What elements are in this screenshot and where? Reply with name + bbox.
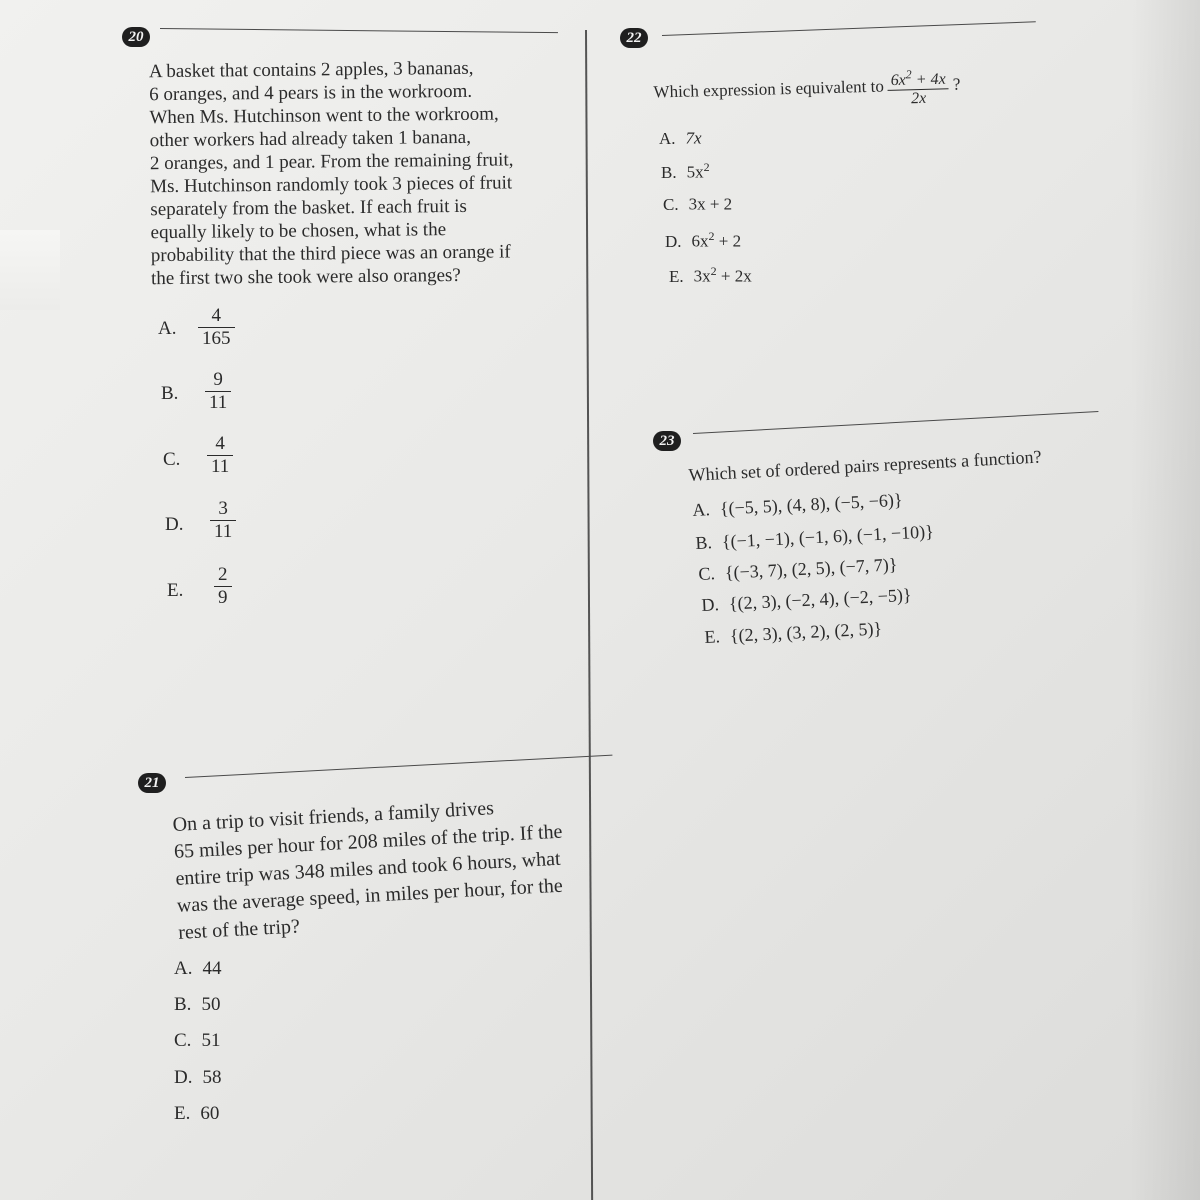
q20-option-e-fraction[interactable] <box>214 564 232 609</box>
q21-option-a[interactable] <box>174 958 221 980</box>
q20-option-a-denominator: 165 <box>202 328 231 349</box>
q20-option-e-denominator: 9 <box>218 587 228 608</box>
q23-option-c[interactable] <box>698 554 898 585</box>
q21-option-e[interactable] <box>174 1103 219 1125</box>
question-22-rule <box>662 21 1036 36</box>
q22-option-b[interactable]: B. $5x^2$ <box>661 160 710 182</box>
q20-option-a-letter: A. <box>158 318 177 339</box>
question-23-badge: 23 <box>653 431 681 451</box>
q21-option-c[interactable] <box>174 1030 220 1052</box>
question-20-stem: A basket that contains 2 apples, 3 bananas, 6 oranges, and 4 pears is in the workroom. When Ms. Hutchinson went to the workroom, other workers had already taken 1 banana, 2 oranges, and 1 pear. From the remaining fruit, Ms. Hutchinson randomly took 3 pieces of fruit separately from the basket. If each fruit is equally likely to be chosen, what is the probability that the third piece was an orange if the first two she took were also oranges? <box>148 57 514 290</box>
q23-option-e[interactable] <box>704 618 883 648</box>
q21-option-a-value: 44 <box>202 958 222 979</box>
q21-option-b[interactable] <box>174 994 220 1016</box>
q23-option-b-set: {(−1, −1), (−1, 6), (−1, −10)} <box>721 521 935 552</box>
q22-option-a-value: 7x <box>685 128 702 148</box>
question-21-stem: On a trip to visit friends, a family drives 65 miles per hour for 208 miles of the trip. If the entire trip was 348 miles and took 6 hours, what was the average speed, in miles per hour, for the rest of the trip? <box>172 797 564 944</box>
question-20-badge: 20 <box>122 27 150 47</box>
question-23-stem: Which set of ordered pairs represents a function? <box>688 446 1042 485</box>
q22-option-d-letter: D. <box>665 231 682 251</box>
q20-option-b-numerator: 9 <box>213 369 223 390</box>
q20-option-b-letter: B. <box>161 383 179 404</box>
q23-option-a-letter: A. <box>692 499 711 520</box>
q20-option-c-letter: C. <box>163 449 181 470</box>
q21-option-d[interactable] <box>174 1067 221 1089</box>
q20-option-d-letter: D. <box>165 514 184 535</box>
question-22-expression <box>887 64 949 109</box>
q22-option-b-letter: B. <box>661 162 677 182</box>
q22-option-d-value: 6x <box>691 231 709 251</box>
column-divider <box>585 30 593 1200</box>
q22-option-a-letter: A. <box>659 128 676 148</box>
q21-option-e-letter: E. <box>174 1103 191 1124</box>
q20-option-d-denominator: 11 <box>214 521 233 542</box>
q20-option-a-numerator: 4 <box>211 305 221 326</box>
q23-option-d-set: {(2, 3), (−2, 4), (−2, −5)} <box>728 584 912 614</box>
q20-option-c-denominator: 11 <box>211 456 230 477</box>
q22-option-c-letter: C. <box>663 194 679 214</box>
q21-option-c-value: 51 <box>201 1030 221 1051</box>
question-21-badge: 21 <box>138 773 166 793</box>
question-22-numerator: $6x^2 + 4x$ <box>890 67 946 90</box>
q20-option-b-fraction[interactable] <box>205 369 231 414</box>
question-22-stem <box>653 62 1034 115</box>
q23-option-b[interactable] <box>695 521 934 554</box>
question-22-stem-text: Which expression is equivalent to <box>653 76 885 102</box>
question-23-rule <box>693 411 1098 434</box>
q22-option-e-letter: E. <box>669 266 684 286</box>
q23-option-c-set: {(−3, 7), (2, 5), (−7, 7)} <box>724 554 898 583</box>
question-22-question-mark: ? <box>952 74 961 94</box>
q21-option-d-value: 58 <box>202 1067 222 1088</box>
q20-option-c-numerator: 4 <box>215 433 225 454</box>
q23-option-e-set: {(2, 3), (3, 2), (2, 5)} <box>729 618 883 646</box>
q20-option-b-denominator: 11 <box>209 392 228 413</box>
q21-option-e-value: 60 <box>200 1103 220 1124</box>
q22-option-e-value: 3x <box>693 266 711 286</box>
q22-option-e[interactable]: E. $3x^2 + 2x$ <box>669 264 752 286</box>
q23-option-c-letter: C. <box>698 563 716 584</box>
q21-option-c-letter: C. <box>174 1030 192 1051</box>
page-shadow <box>1130 0 1200 1200</box>
q21-option-b-letter: B. <box>174 994 192 1015</box>
q22-option-d[interactable]: D. $6x^2 + 2$ <box>665 229 742 251</box>
q22-option-a[interactable] <box>659 126 702 149</box>
question-22-badge: 22 <box>620 28 648 48</box>
question-22-denominator: 2x <box>910 90 927 108</box>
question-21-rule <box>185 755 612 778</box>
q23-option-a[interactable] <box>692 490 903 521</box>
q20-option-a-fraction[interactable] <box>198 305 235 350</box>
q23-option-b-letter: B. <box>695 532 713 553</box>
q23-option-d[interactable] <box>701 585 912 616</box>
q21-option-b-value: 50 <box>201 994 221 1015</box>
q23-option-d-letter: D. <box>701 594 720 615</box>
q20-option-c-fraction[interactable] <box>207 433 233 478</box>
q22-option-b-value: 5x <box>686 162 704 182</box>
paper-edge <box>0 230 60 310</box>
q20-option-d-numerator: 3 <box>218 498 228 519</box>
q23-option-a-set: {(−5, 5), (4, 8), (−5, −6)} <box>719 489 903 519</box>
q21-option-a-letter: A. <box>174 958 193 979</box>
q22-option-c-value: 3x + 2 <box>688 194 733 214</box>
question-20-rule <box>160 28 558 33</box>
q22-option-c[interactable] <box>663 192 732 215</box>
q21-option-d-letter: D. <box>174 1067 193 1088</box>
q20-option-d-fraction[interactable] <box>210 498 236 543</box>
q20-option-e-numerator: 2 <box>218 564 228 585</box>
q20-option-e-letter: E. <box>167 580 184 601</box>
q23-option-e-letter: E. <box>704 626 721 647</box>
